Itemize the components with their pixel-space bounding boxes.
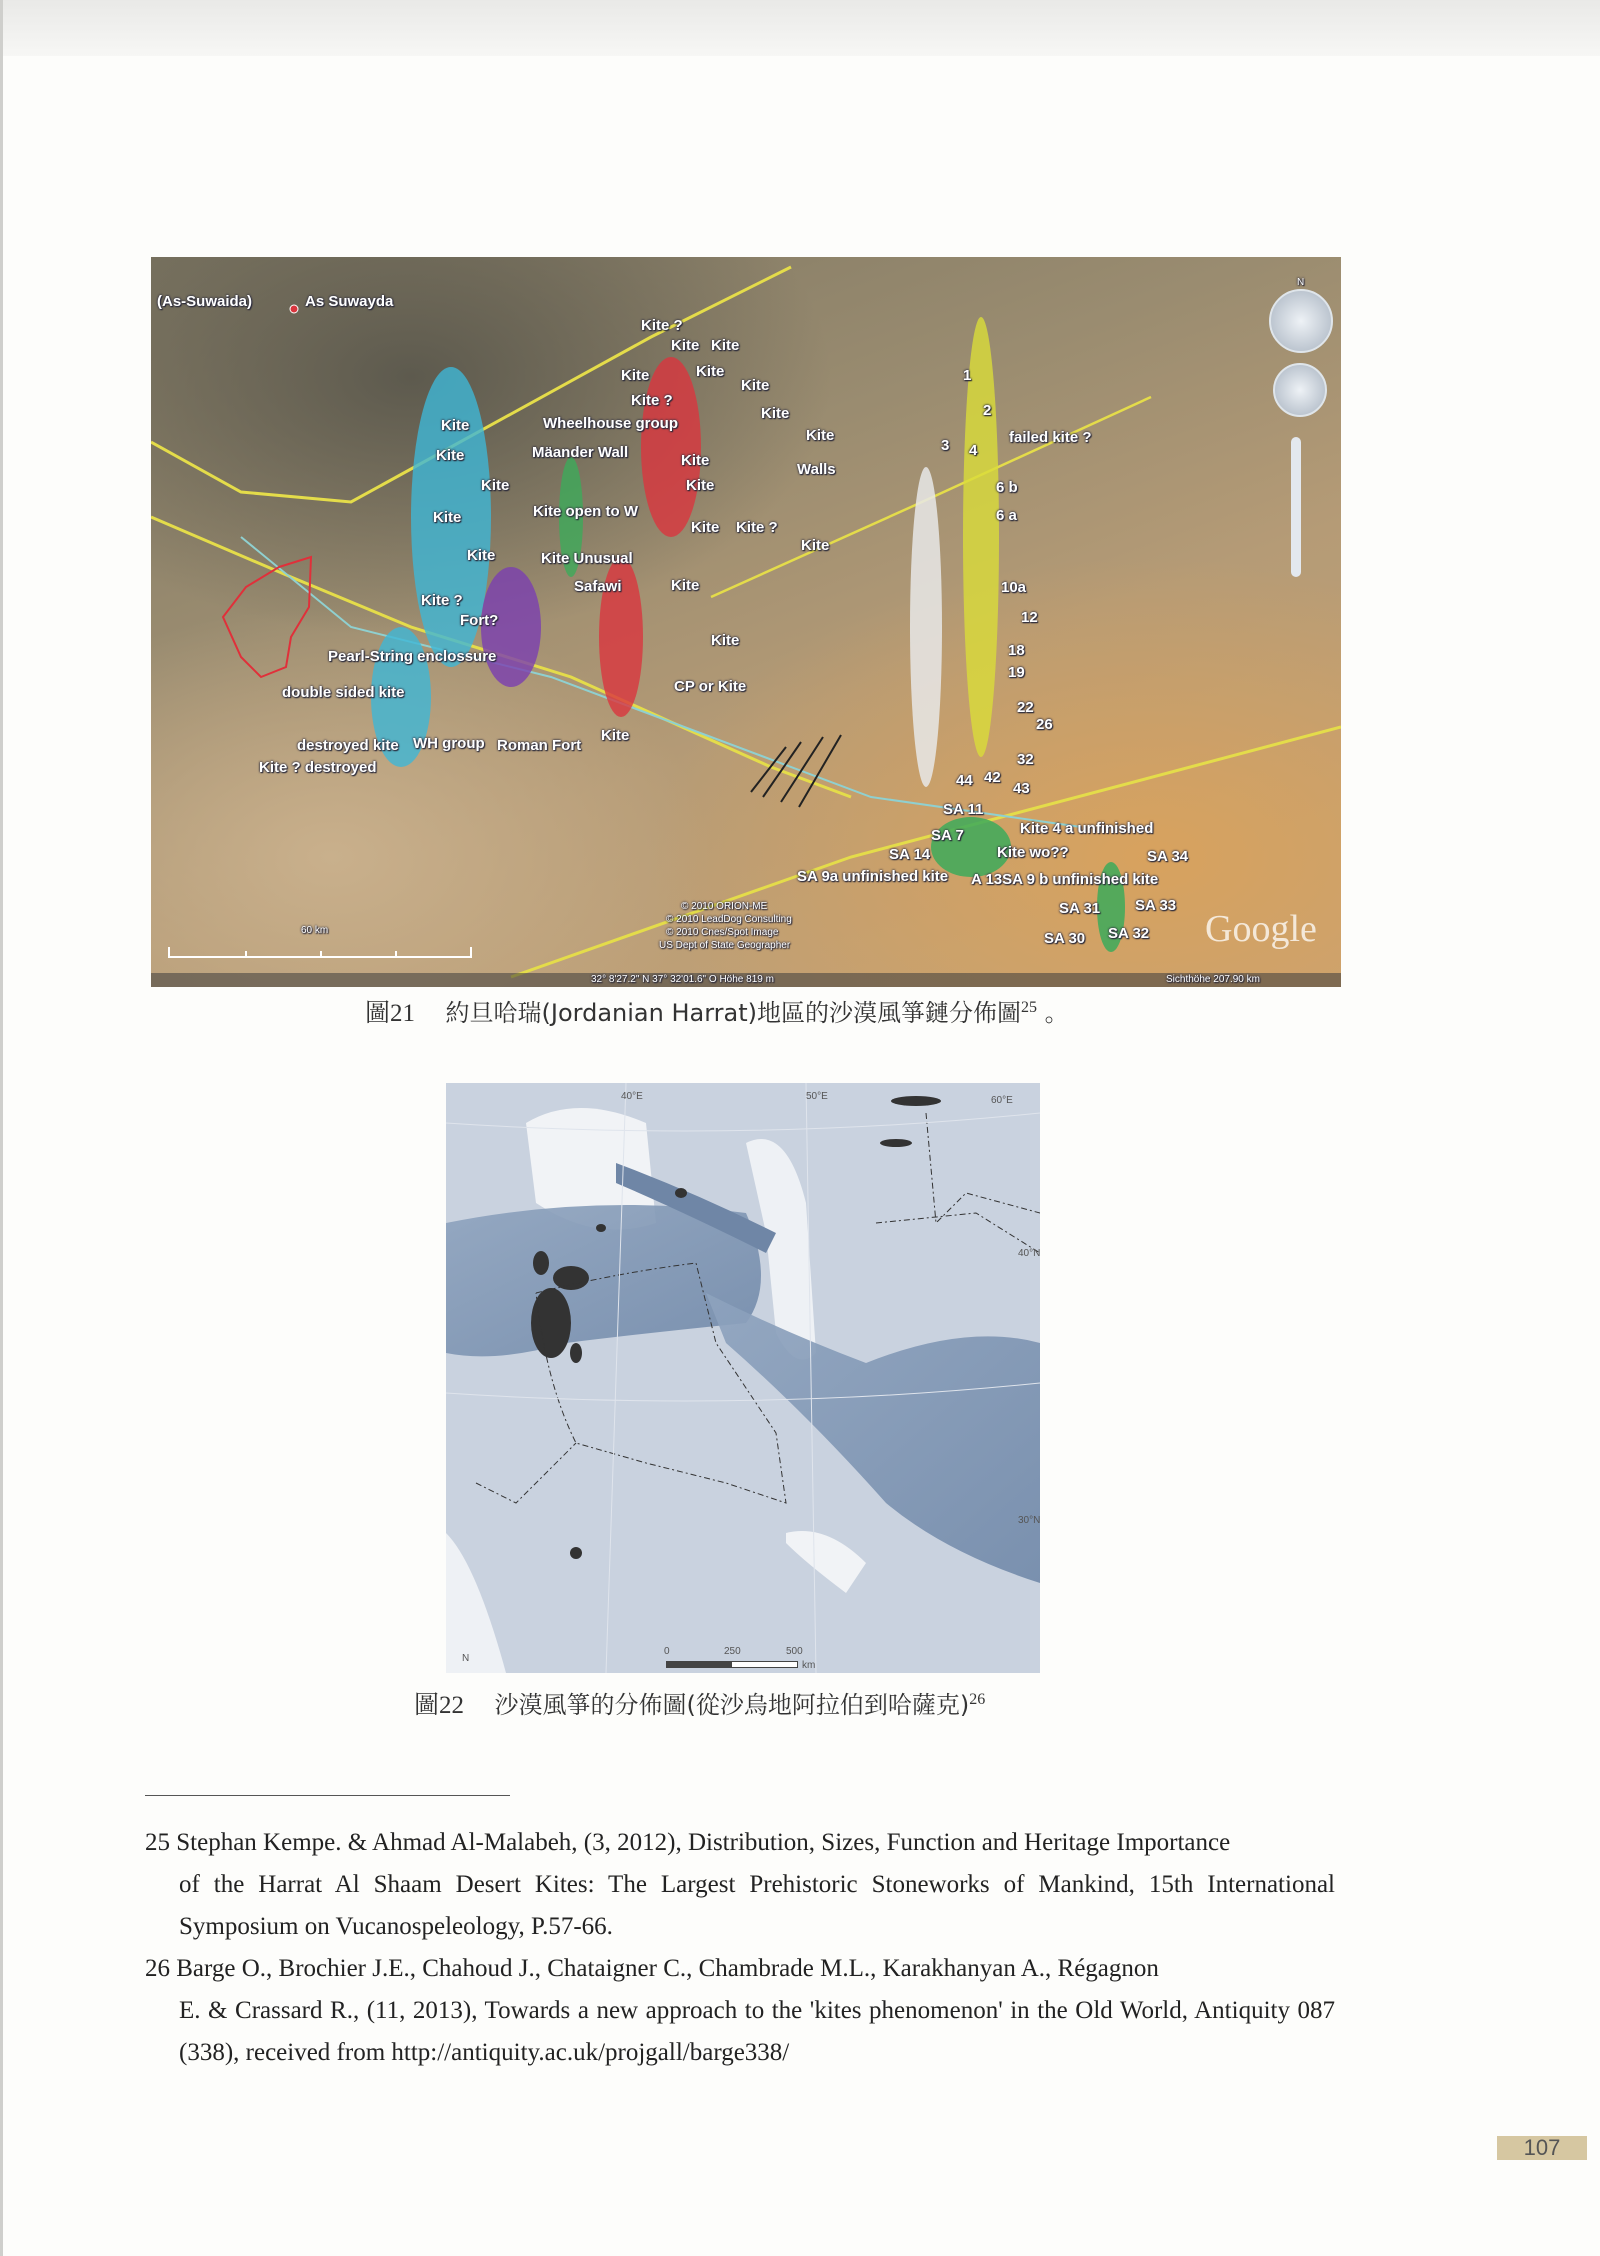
map-label: Kite wo?? [997, 844, 1069, 861]
map-label: Fort? [460, 612, 499, 629]
map-label: Kite Unusual [541, 550, 633, 567]
map-label: SA 33 [1135, 897, 1177, 914]
scan-top-band [0, 0, 1600, 56]
map-label: SA 31 [1059, 900, 1101, 917]
kite-label: Kite [801, 537, 830, 554]
map-label: Kite ? destroyed [259, 759, 377, 776]
map-label: 44 [956, 772, 973, 789]
map-label: 42 [984, 769, 1001, 786]
kite-label: Kite [741, 377, 770, 394]
longitude-label: 40°E [621, 1091, 643, 1102]
scale-label: 250 [724, 1646, 741, 1657]
map-label: WH group [413, 735, 485, 752]
scale-label: 60 km [301, 925, 329, 936]
map-label: 1 [963, 367, 972, 384]
compass-north-label: N [1297, 277, 1305, 288]
coordinates-readout: 32° 8'27.2" N 37° 32'01.6" O Höhe 819 m [591, 974, 774, 985]
kite-label: Kite [711, 337, 740, 354]
footnote-26 [145, 1948, 1335, 2074]
kite-site-cluster [891, 1096, 941, 1106]
map-label: 19 [1008, 664, 1025, 681]
map-label: 3 [941, 437, 950, 454]
kite-site-cluster [675, 1188, 687, 1198]
kite-site-cluster [570, 1343, 582, 1363]
map-label: Safawi [574, 578, 622, 595]
city-marker [290, 305, 298, 313]
kite-label: Kite [806, 427, 835, 444]
kite-label: Kite [671, 577, 700, 594]
persian-gulf [786, 1531, 866, 1593]
zoom-slider[interactable] [1291, 437, 1301, 577]
attribution: © 2010 ORION-ME [681, 901, 768, 912]
map-label: SA 14 [889, 846, 931, 863]
map-overlays [151, 257, 1341, 987]
footnote-number: 25 [145, 1829, 170, 1856]
map-label: SA 7 [931, 827, 964, 844]
footnote-text: E. & Crassard R., (11, 2013), Towards a new approach to the 'kites phenomenon' in the Old World, Antiquity 087 (338), received from http://antiquity.ac.uk/projgall/barge338/ [179, 1997, 1335, 2066]
map-label: 6 a [996, 507, 1017, 524]
figure-22-distribution-map [446, 1083, 1040, 1673]
footnote-ref: 26 [969, 1691, 986, 1708]
scale-bar [666, 1661, 798, 1668]
map-label: Walls [797, 461, 836, 478]
kite-label: Kite [696, 363, 725, 380]
map-label: destroyed kite [297, 737, 399, 754]
map-label: SA 34 [1147, 848, 1189, 865]
kite-site-cluster [553, 1266, 589, 1290]
relief-map [446, 1083, 1040, 1673]
caption-number: 圖22 [414, 1692, 465, 1719]
kite-site-cluster [880, 1139, 912, 1147]
attribution: © 2010 Cnes/Spot Image [666, 927, 779, 938]
attribution: © 2010 LeadDog Consulting [666, 914, 792, 925]
map-label: A 13SA 9 b unfinished kite [971, 871, 1159, 888]
map-label: 43 [1013, 780, 1030, 797]
kite-site-cluster [596, 1224, 606, 1232]
map-label: 6 b [996, 479, 1018, 496]
scale-unit: km [802, 1660, 816, 1671]
map-label: Wheelhouse group [543, 415, 678, 432]
kite-site-cluster [570, 1547, 582, 1559]
map-status-bar [151, 973, 1341, 987]
pin-cluster-red [641, 357, 701, 537]
figure-21-caption [365, 993, 1069, 1029]
move-control-icon[interactable] [1273, 363, 1327, 417]
kite-label: Kite [436, 447, 465, 464]
map-label: 4 [969, 442, 978, 459]
map-label: double sided kite [282, 684, 405, 701]
footnote-25 [145, 1822, 1335, 1948]
scale-label: 0 [664, 1646, 670, 1657]
kite-label: Kite [711, 632, 740, 649]
caption-text: 約旦哈瑞(Jordanian Harrat)地區的沙漠風箏鏈分佈圖 [445, 999, 1022, 1027]
map-label: Mäander Wall [532, 444, 629, 461]
kite-label: Kite [686, 477, 715, 494]
footnote-text: of the Harrat Al Shaam Desert Kites: The Largest Prehistoric Stoneworks of Mankind, 15th International Symposium on Vucanospeleology, P.57-66. [179, 1871, 1335, 1940]
scale-bar [169, 947, 471, 957]
kite-label: Kite [681, 452, 710, 469]
map-label: SA 9a unfinished kite [797, 868, 949, 885]
map-label: SA 11 [943, 801, 984, 818]
road-line [241, 537, 1081, 827]
footnote-separator [145, 1795, 510, 1796]
kite-label: Kite [601, 727, 630, 744]
latitude-label: 40°N [1018, 1248, 1040, 1259]
kite-label: Kite [691, 519, 720, 536]
caption-text: 沙漠風箏的分佈圖(從沙烏地阿拉伯到哈薩克) [494, 1691, 970, 1719]
look-control-icon[interactable] [1269, 289, 1333, 353]
kite-label: Kite ? [641, 317, 683, 334]
map-label: Roman Fort [497, 737, 582, 754]
kite-label: Kite [481, 477, 510, 494]
map-label: Kite open to W [533, 503, 638, 520]
attribution: US Dept of State Geographer [659, 940, 791, 951]
kite-label: Kite [621, 367, 650, 384]
figure-22-caption [414, 1685, 985, 1721]
red-sea [446, 1533, 506, 1673]
google-logo: Google [1205, 908, 1317, 950]
map-label: 26 [1036, 716, 1053, 733]
map-label: 18 [1008, 642, 1025, 659]
drawn-lines [751, 735, 841, 807]
map-label: CP or Kite [674, 678, 747, 695]
map-label: failed kite ? [1009, 429, 1092, 446]
eye-altitude-readout: Sichthöhe 207.90 km [1166, 974, 1260, 985]
north-arrow-label: N [462, 1653, 470, 1664]
kite-label: Kite [441, 417, 470, 434]
kite-label: Kite ? [631, 392, 673, 409]
mountains-iran [706, 1293, 1040, 1583]
map-label: 12 [1021, 609, 1038, 626]
kite-label: Kite [467, 547, 496, 564]
kite-label: Kite [761, 405, 790, 422]
kite-label: Kite ? [421, 592, 463, 609]
map-label: 32 [1017, 751, 1034, 768]
latitude-label: 30°N [1018, 1515, 1040, 1526]
footnote-text: Stephan Kempe. & Ahmad Al-Malabeh, (3, 2012), Distribution, Sizes, Function and Heritage Importance [176, 1829, 1231, 1856]
map-label: Pearl-String enclossure [328, 648, 497, 665]
scale-label: 500 [786, 1646, 803, 1657]
caption-end: 。 [1044, 999, 1069, 1027]
map-label: 22 [1017, 699, 1034, 716]
map-label: 2 [983, 402, 992, 419]
caption-number: 圖21 [365, 1000, 416, 1027]
footnote-text: Barge O., Brochier J.E., Chahoud J., Chataigner C., Chambrade M.L., Karakhanyan A., Régagnon [176, 1955, 1159, 1982]
map-label: Kite 4 a unfinished [1020, 820, 1154, 837]
pin-cluster-white [910, 467, 942, 787]
map-label: 10a [1001, 579, 1027, 596]
footnote-ref: 25 [1021, 999, 1038, 1016]
longitude-label: 50°E [806, 1091, 828, 1102]
page-number: 107 [1497, 2136, 1587, 2160]
longitude-label: 60°E [991, 1095, 1013, 1106]
figure-21-satellite-map [151, 257, 1341, 987]
kite-label: Kite [433, 509, 462, 526]
scan-left-edge [0, 0, 3, 2256]
map-label: SA 32 [1108, 925, 1150, 942]
kite-label: Kite [671, 337, 700, 354]
kite-label: Kite ? [736, 519, 778, 536]
map-label: As Suwayda [305, 293, 394, 310]
footnote-number: 26 [145, 1955, 170, 1982]
map-label: (As-Suwaida) [157, 293, 253, 310]
kite-site-cluster [533, 1251, 549, 1275]
red-outline-region [223, 557, 311, 677]
map-label: SA 30 [1044, 930, 1086, 947]
